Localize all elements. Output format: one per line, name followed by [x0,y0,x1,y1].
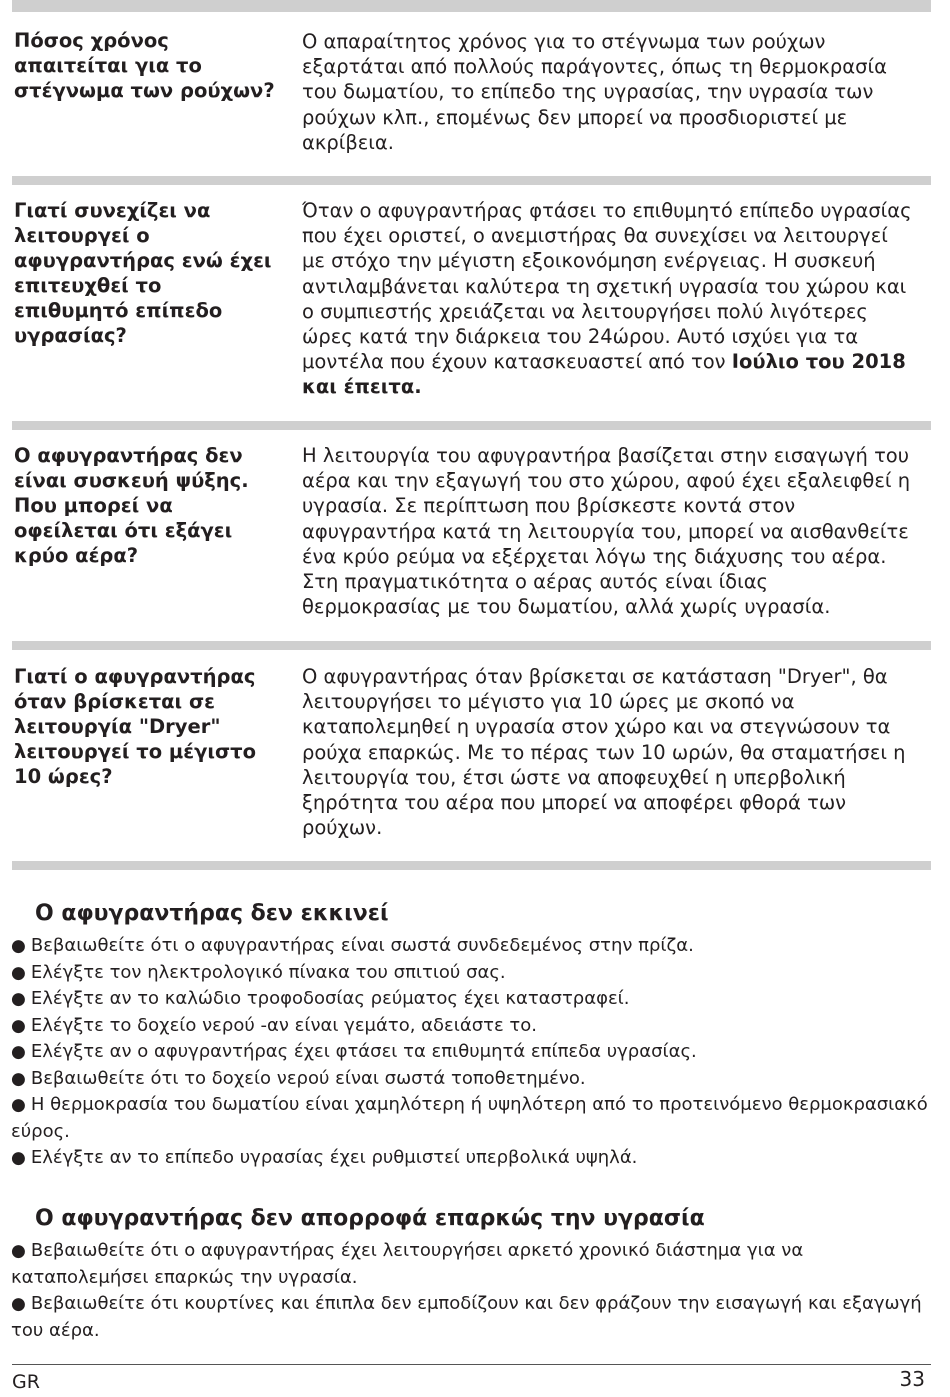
footer-divider [12,1364,931,1365]
list-item [11,1066,932,1093]
bullet-icon: ● [11,1148,26,1168]
list-item-text: Βεβαιωθείτε ότι ο αφυγραντήρας είναι σωστά συνδεδεμένος στην πρίζα. [30,935,694,956]
list-item [11,1013,932,1040]
bullet-icon: ● [11,936,26,956]
faq-answer [302,29,912,155]
faq-question: Γιατί ο αφυγραντήρας όταν βρίσκεται σε λειτουργία "Dryer" λειτουργεί το μέγιστο 10 ώρες? [14,665,257,788]
list-item [11,960,932,987]
section-title: Ο αφυγραντήρας δεν εκκινεί [35,901,389,926]
list-item-text: Η θερμοκρασία του δωματίου είναι χαμηλότερη ή υψηλότερη από το προτεινόμενο θερμοκρασιακό εύρος. [11,1094,928,1142]
faq-answer [302,443,912,619]
list-item [11,1145,932,1172]
separator-bar [12,421,931,430]
list-item [11,986,932,1013]
bullet-icon: ● [11,1095,26,1115]
bullet-list [11,1238,932,1344]
list-item [11,1238,932,1291]
faq-answer-text: Όταν ο αφυγραντήρας φτάσει το επιθυμητό επίπεδο υγρασίας που έχει οριστεί, ο ανεμιστήρας θα συνεχίσει να λειτουργεί με στόχο την μέγιστη εξοικονόμηση ενέργειας. Η συσκευή αντιλαμβάνεται καλύτερα τη σχετική υγρασία του χώρου και ο συμπιεστής χρειάζεται να λειτουργήσει πολύ λιγότερες ώρες κατά την διάρκεια του 24ώρου. Αυτό ισχύει για τα μοντέλα που έχουν κατασκευαστεί από τον [302,199,912,374]
list-item-text: Βεβαιωθείτε ότι ο αφυγραντήρας έχει λειτουργήσει αρκετό χρονικό διάστημα για να καταπολεμήσει επαρκώς την υγρασία. [11,1240,804,1288]
list-item-text: Ελέγξτε το δοχείο νερού -αν είναι γεμάτο, αδειάστε το. [30,1014,537,1036]
separator-bar [12,861,931,870]
list-item [11,1291,932,1344]
faq-answer [302,198,912,400]
bullet-icon: ● [11,1015,26,1036]
separator-bar [12,641,931,650]
troubleshooting-section [11,899,932,1172]
bullet-icon: ● [11,962,26,983]
bullet-icon: ● [11,989,26,1009]
list-item-text: Βεβαιωθείτε ότι το δοχείο νερού είναι σωστά τοποθετημένο. [30,1067,586,1089]
faq-answer-text: Ο αφυγραντήρας όταν βρίσκεται σε κατάσταση "Dryer", θα λειτουργήσει το μέγιστο για 10 ώρες με σκοπό να καταπολεμηθεί η υγρασία στον χώρο και να στεγνώσουν τα ρούχα επαρκώς. Με το πέρας των 10 ωρών, θα σταματήσει η λειτουργία του, έτσι ώστε να αποφευχθεί η υπερβολική ξηρότητα του αέρα που μπορεί να αποφέρει φθορά των ρούχων. [302,665,906,840]
footer-language: GR [12,1371,40,1393]
faq-question: Πόσος χρόνος απαιτείται για το στέγνωμα των ρούχων? [14,29,275,102]
faq-answer-text: Η λειτουργία του αφυγραντήρα βασίζεται στην εισαγωγή του αέρα και την εξαγωγή του στο χώρου, αφού έχει εξαλειφθεί η υγρασία. Σε περίπτωση που βρίσκεστε κοντά στον αφυγραντήρα κατά τη λειτουργία του, μπορεί να αισθανθείτε ένα κρύο ρεύμα να εξέρχεται λόγω της διάχυσης του αέρα. Στη πραγματικότητα ο αέρας αυτός είναι ίδιας θερμοκρασίας με του δωματίου, αλλά χωρίς υγρασία. [302,444,911,619]
bullet-list [11,933,932,1172]
list-item-text: Ελέγξτε αν το καλώδιο τροφοδοσίας ρεύματος έχει καταστραφεί. [30,988,630,1009]
faq-question: Ο αφυγραντήρας δεν είναι συσκευή ψύξης. Που μπορεί να οφείλεται ότι εξάγει κρύο αέρα? [14,444,249,567]
list-item-text: Ελέγξτε τον ηλεκτρολογικό πίνακα του σπιτιού σας. [30,961,506,983]
bullet-icon: ● [11,1042,26,1062]
list-item [11,1092,932,1145]
troubleshooting-section [11,1204,932,1344]
faq-answer-text: Ο απαραίτητος χρόνος για το στέγνωμα των ρούχων εξαρτάται από πολλούς παράγοντες, όπως τη θερμοκρασία του δωματίου, το επίπεδο της υγρασίας, την υγρασία των ρούχων κλπ., επομένως δεν μπορεί να προσδιοριστεί με ακρίβεια. [302,30,887,154]
separator-bar [12,0,931,12]
list-item [11,1039,932,1066]
faq-question: Γιατί συνεχίζει να λειτουργεί ο αφυγραντήρας ενώ έχει επιτευχθεί το επιθυμητό επίπεδο υγρασίας? [14,199,272,347]
list-item [11,933,932,960]
separator-bar [12,176,931,185]
faq-answer [302,664,912,840]
list-item-text: Ελέγξτε αν το επίπεδο υγρασίας έχει ρυθμιστεί υπερβολικά υψηλά. [30,1147,638,1168]
section-title: Ο αφυγραντήρας δεν απορροφά επαρκώς την υγρασία [35,1206,705,1231]
page-number: 33 [899,1367,925,1391]
bullet-icon: ● [11,1294,26,1314]
list-item-text: Ελέγξτε αν ο αφυγραντήρας έχει φτάσει τα επιθυμητά επίπεδα υγρασίας. [30,1041,697,1062]
bullet-icon: ● [11,1068,26,1089]
list-item-text: Βεβαιωθείτε ότι κουρτίνες και έπιπλα δεν εμποδίζουν και δεν φράζουν την εισαγωγή και εξαγωγή του αέρα. [11,1293,922,1341]
faq-answer-bold-text: Ιούλιο του 2018 και έπειτα. [302,350,906,399]
bullet-icon: ● [11,1241,26,1261]
